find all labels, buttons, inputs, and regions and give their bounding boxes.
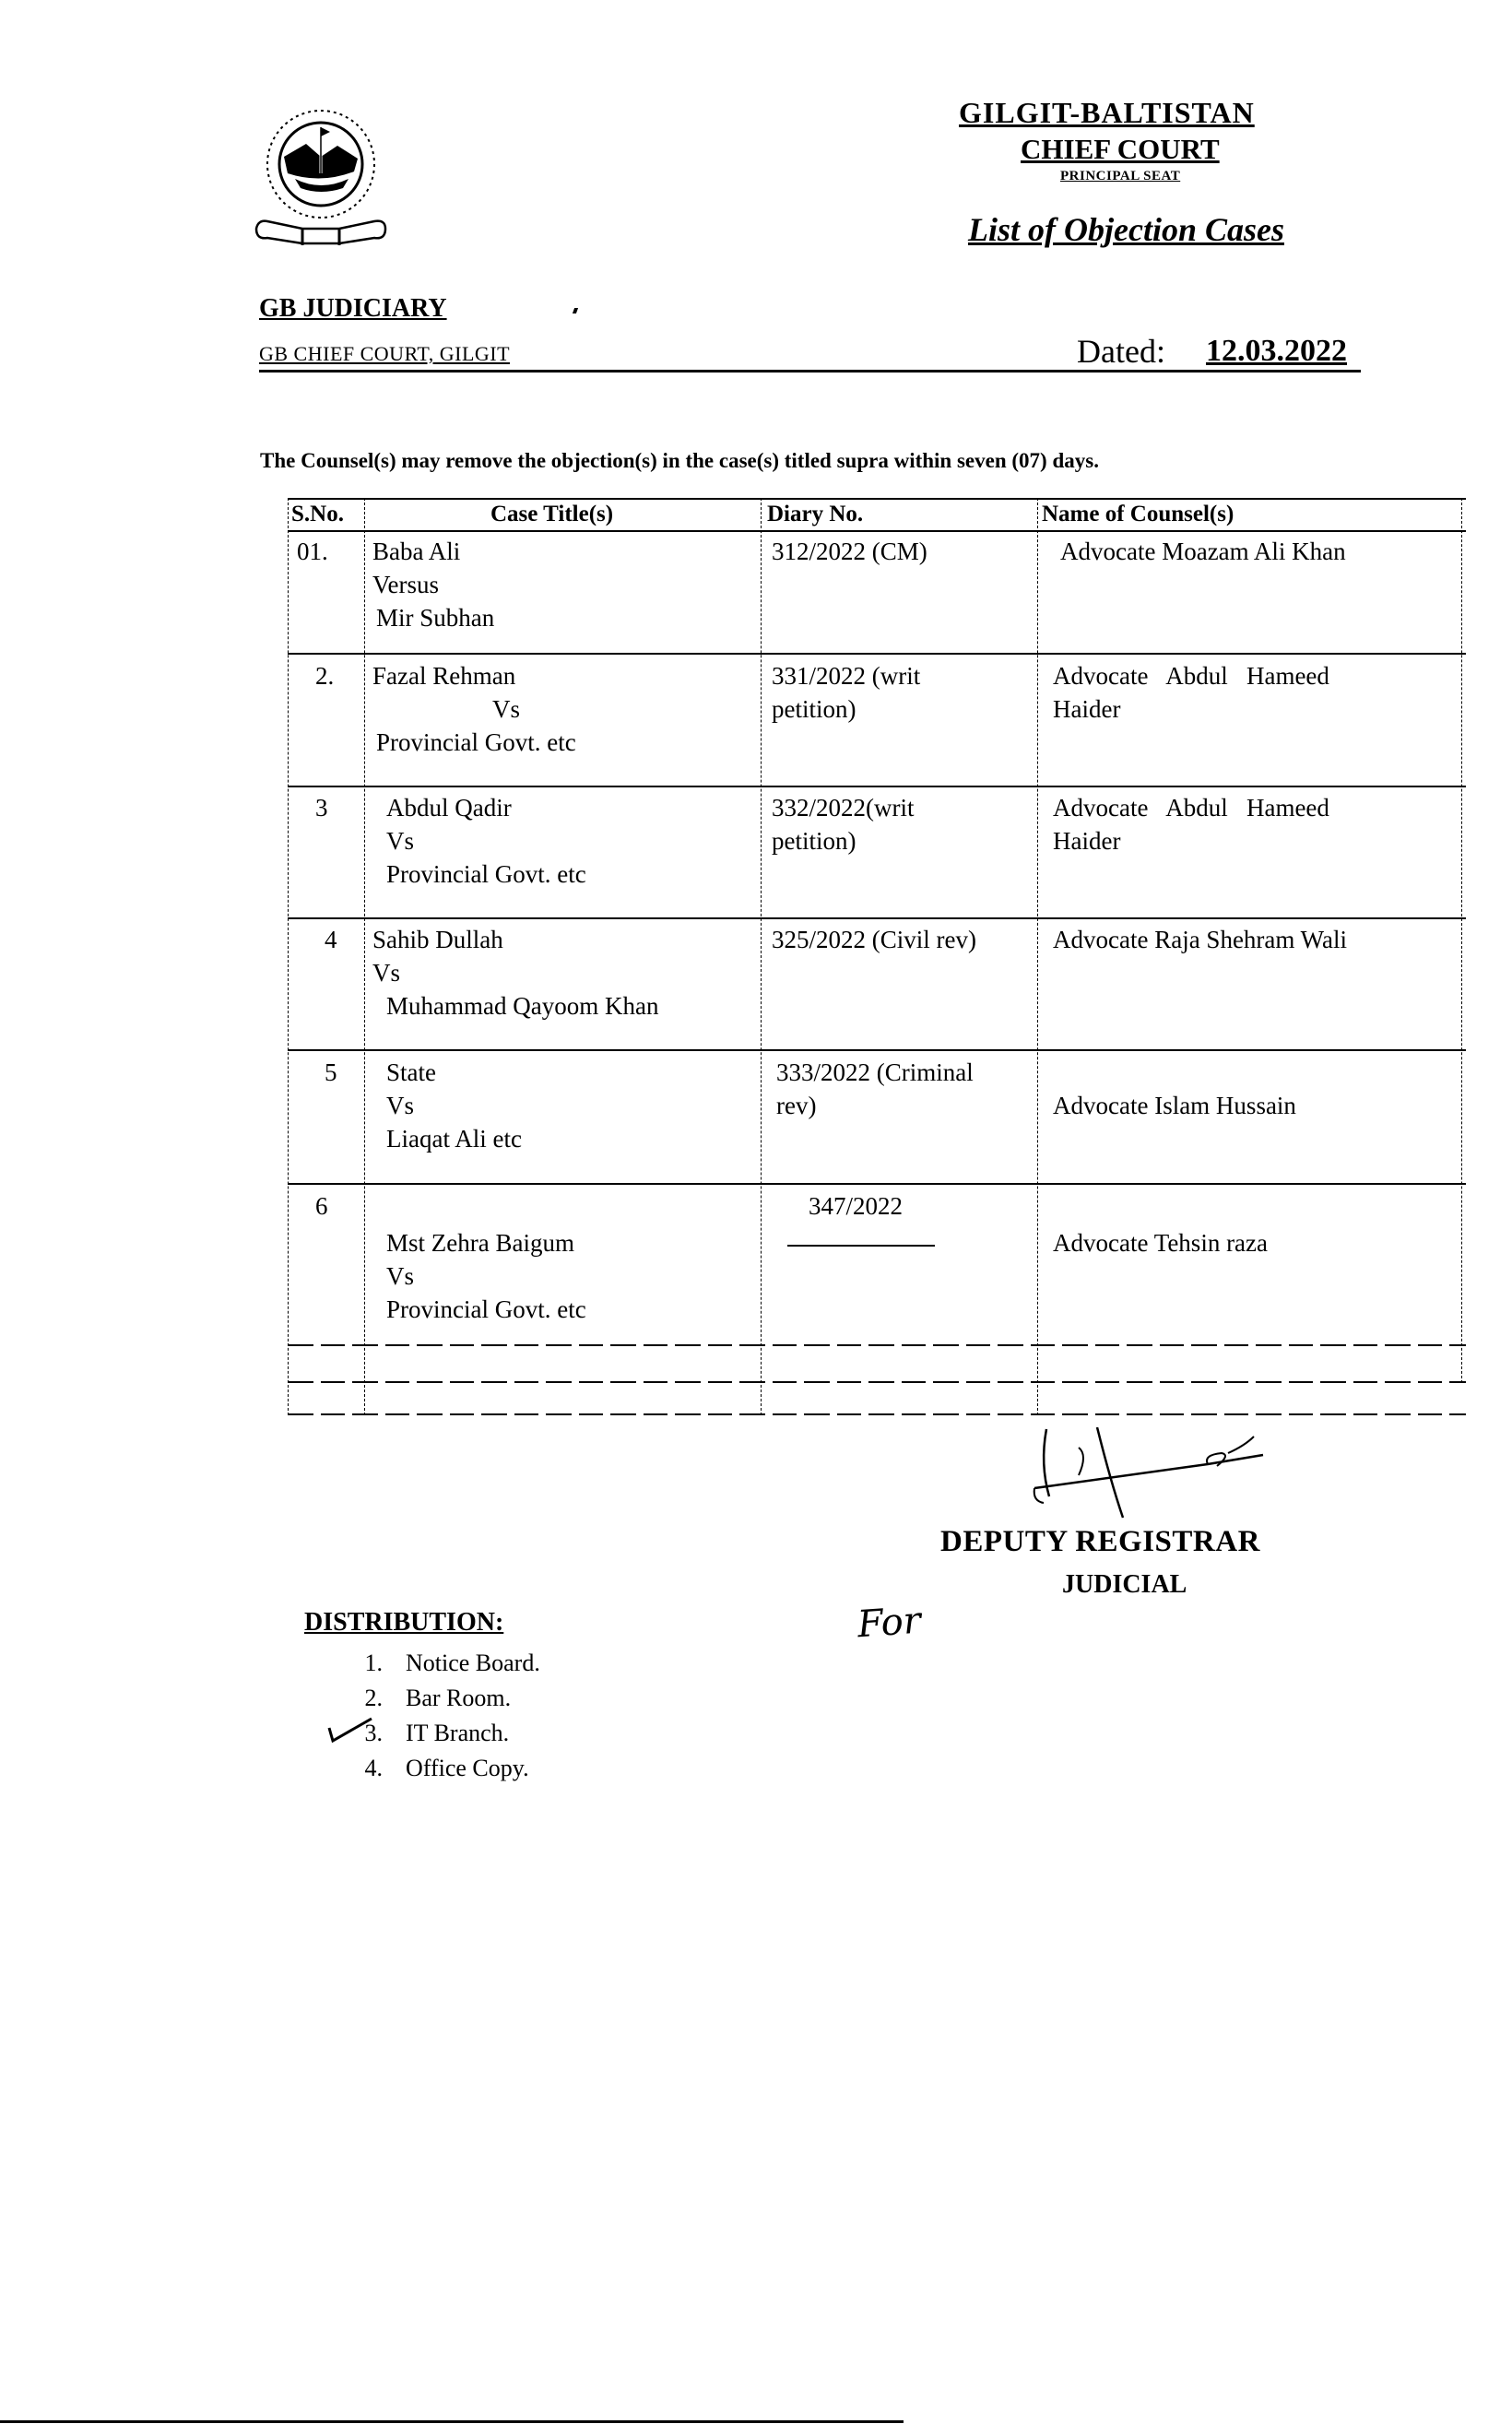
row-diary-no: 325/2022 (Civil rev) bbox=[772, 926, 976, 953]
row-sno: 6 bbox=[315, 1192, 328, 1220]
table-bottom-rule bbox=[288, 1413, 1466, 1415]
distribution-item bbox=[346, 1684, 715, 1713]
row-case-title-party2: Provincial Govt. etc bbox=[376, 728, 576, 756]
row-divider bbox=[288, 1183, 1466, 1185]
column-rule bbox=[364, 498, 365, 1415]
signatory-designation: DEPUTY REGISTRAR bbox=[940, 1525, 1260, 1558]
stray-mark bbox=[573, 308, 578, 313]
diary-blank-line bbox=[787, 1245, 935, 1247]
distribution-item-number: 3. bbox=[364, 1720, 383, 1746]
row-case-title-party2: Provincial Govt. etc bbox=[386, 860, 586, 888]
row-counsel-cont: Haider bbox=[1053, 695, 1121, 723]
column-header-counsel: Name of Counsel(s) bbox=[1042, 502, 1234, 526]
row-diary-no: 331/2022 (writ bbox=[772, 662, 921, 690]
row-counsel: Advocate Tehsin raza bbox=[1053, 1229, 1269, 1257]
distribution-item-number: 1. bbox=[364, 1650, 383, 1676]
row-divider bbox=[288, 786, 1466, 787]
row-diary-no-cont: petition) bbox=[772, 827, 856, 855]
row-case-title-party1: Abdul Qadir bbox=[386, 794, 512, 822]
court-seat: PRINCIPAL SEAT bbox=[1060, 169, 1181, 183]
row-case-title-party2: Provincial Govt. etc bbox=[386, 1295, 586, 1323]
row-counsel: Advocate Islam Hussain bbox=[1053, 1092, 1296, 1119]
distribution-item-label: IT Branch. bbox=[406, 1720, 510, 1746]
column-header-sno: S.No. bbox=[291, 502, 344, 526]
row-sno: 4 bbox=[325, 926, 337, 953]
notice-text: The Counsel(s) may remove the objection(s) in the case(s) titled supra within seven (07) days. bbox=[260, 449, 1099, 472]
row-case-title-party1: Mst Zehra Baigum bbox=[386, 1229, 574, 1257]
row-diary-no: 332/2022(writ bbox=[772, 794, 915, 822]
distribution-item-label: Office Copy. bbox=[406, 1755, 529, 1781]
department-name: GB JUDICIARY bbox=[259, 294, 447, 323]
signatory-section: JUDICIAL bbox=[1062, 1570, 1187, 1599]
page-bottom-edge bbox=[0, 2420, 904, 2423]
table-top-rule bbox=[288, 498, 1466, 500]
row-divider bbox=[288, 1344, 1466, 1346]
row-case-title-versus: Vs bbox=[492, 695, 521, 723]
distribution-item bbox=[346, 1649, 715, 1678]
row-counsel-cont: Haider bbox=[1053, 827, 1121, 855]
row-diary-no: 312/2022 (CM) bbox=[772, 538, 927, 565]
distribution-item bbox=[346, 1754, 715, 1783]
row-sno: 3 bbox=[315, 794, 328, 822]
row-sno: 2. bbox=[315, 662, 335, 690]
row-divider bbox=[288, 653, 1466, 655]
court-emblem-logo bbox=[247, 100, 395, 256]
column-header-case-title: Case Title(s) bbox=[490, 502, 614, 526]
signature-image bbox=[1023, 1427, 1300, 1538]
row-case-title-versus: Versus bbox=[372, 571, 439, 598]
date-value: 12.03.2022 bbox=[1206, 334, 1347, 368]
row-counsel: Advocate Raja Shehram Wali bbox=[1053, 926, 1347, 953]
header-divider bbox=[259, 370, 1361, 372]
office-name: GB CHIEF COURT, GILGIT bbox=[259, 342, 511, 365]
court-type: CHIEF COURT bbox=[1021, 133, 1220, 165]
checkmark-icon bbox=[327, 1717, 373, 1744]
row-case-title-party1: Sahib Dullah bbox=[372, 926, 503, 953]
header-bottom-rule bbox=[288, 530, 1466, 532]
row-divider bbox=[288, 1049, 1466, 1051]
row-case-title-versus: Vs bbox=[372, 959, 401, 987]
date-label: Dated: bbox=[1077, 333, 1165, 370]
row-divider bbox=[288, 917, 1466, 919]
row-diary-no: 333/2022 (Criminal bbox=[776, 1058, 974, 1086]
row-sno: 5 bbox=[325, 1058, 337, 1086]
row-diary-no-cont: rev) bbox=[776, 1092, 817, 1119]
row-case-title-versus: Vs bbox=[386, 827, 415, 855]
row-case-title-party2: Liaqat Ali etc bbox=[386, 1125, 522, 1153]
row-counsel: Advocate Moazam Ali Khan bbox=[1060, 538, 1346, 565]
row-case-title-party2: Muhammad Qayoom Khan bbox=[386, 992, 659, 1020]
column-rule bbox=[1037, 498, 1038, 1415]
row-case-title-party1: Fazal Rehman bbox=[372, 662, 516, 690]
row-counsel: Advocate Abdul Hameed bbox=[1053, 662, 1329, 690]
row-case-title-party1: Baba Ali bbox=[372, 538, 461, 565]
handwritten-for-note: For bbox=[856, 1599, 923, 1647]
row-sno: 01. bbox=[297, 538, 328, 565]
row-case-title-versus: Vs bbox=[386, 1262, 415, 1290]
column-rule bbox=[761, 498, 762, 1415]
distribution-item-number: 2. bbox=[364, 1685, 383, 1711]
column-header-diary-no: Diary No. bbox=[767, 502, 864, 526]
distribution-title: DISTRIBUTION: bbox=[304, 1608, 504, 1637]
distribution-item-number: 4. bbox=[364, 1755, 383, 1781]
document-title: List of Objection Cases bbox=[968, 211, 1284, 248]
distribution-item-label: Notice Board. bbox=[406, 1650, 540, 1676]
distribution-item bbox=[346, 1719, 715, 1748]
row-case-title-party1: State bbox=[386, 1058, 436, 1086]
row-case-title-party2: Mir Subhan bbox=[376, 604, 495, 632]
row-counsel: Advocate Abdul Hameed bbox=[1053, 794, 1329, 822]
empty-row-divider bbox=[288, 1381, 1466, 1383]
row-case-title-versus: Vs bbox=[386, 1092, 415, 1119]
row-diary-no: 347/2022 bbox=[809, 1192, 904, 1220]
court-name: GILGIT-BALTISTAN bbox=[959, 96, 1255, 129]
row-diary-no-cont: petition) bbox=[772, 695, 856, 723]
column-rule bbox=[288, 498, 289, 1415]
column-rule bbox=[1461, 498, 1462, 1383]
objection-cases-table bbox=[288, 498, 1466, 1420]
distribution-item-label: Bar Room. bbox=[406, 1685, 512, 1711]
